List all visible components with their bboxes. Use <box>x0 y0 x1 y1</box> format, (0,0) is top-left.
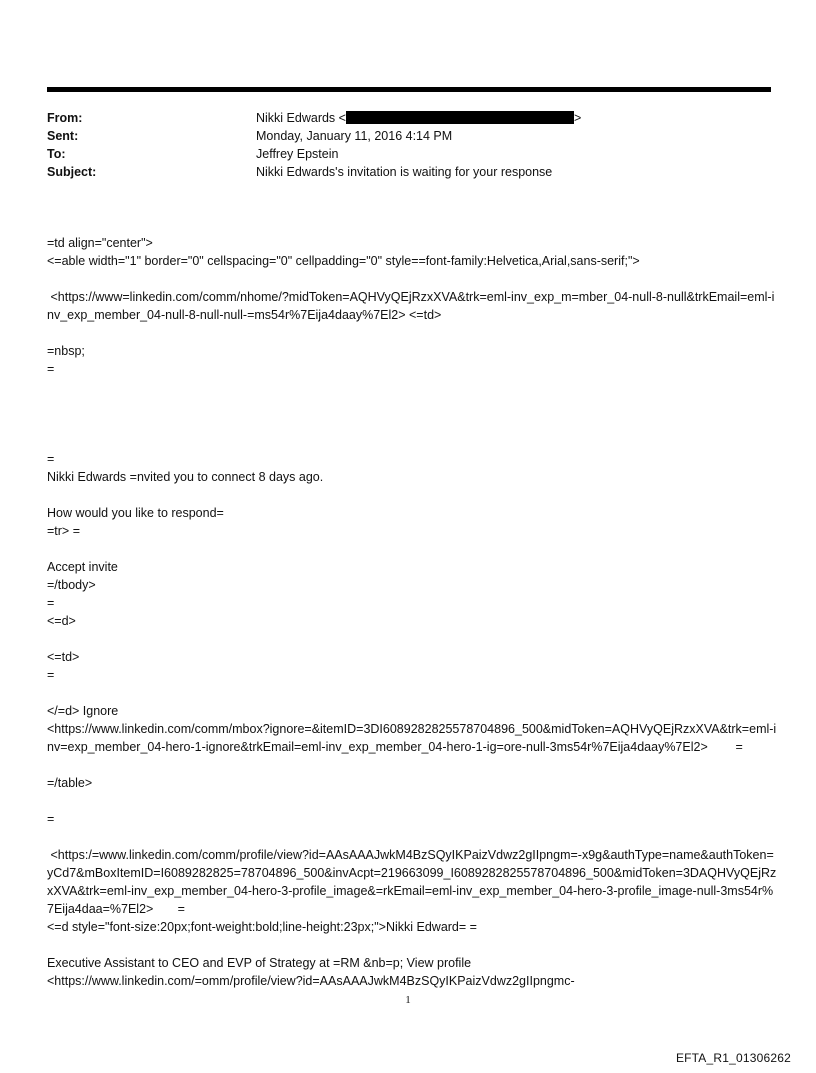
to-row <box>47 145 581 163</box>
sent-row <box>47 127 581 145</box>
from-name: Nikki Edwards < <box>256 111 346 125</box>
sent-label: Sent: <box>47 129 79 143</box>
email-body: =td align="center"> <=able width="1" border="0" cellspacing="0" cellpadding="0" style==font-family:Helvetica,Arial,sans-serif;"> <https://www=linkedin.com/comm/nhome/?midToken=AQHVyQEjRzxXVA&trk=eml-inv_exp_m=mber_04-null-8-null&trkEmail=eml-inv_exp_member_04-null-8-null-null-=ms54r%7Eija4daay%7El2> <=td> =nbsp; = = Nikki Edwards =nvited you to connect 8 days ago. How would you like to respond= =tr> = Accept invite =/tbody> = <=d> <=td> = </=d> Ignore <https://www.linkedin.com/comm/mbox?ignore=&itemID=3DI6089282825578704896_500&midToken=AQHVyQEjRzxXVA&trk=eml-inv=exp_member_04-hero-1-ignore&trkEmail=eml-inv_exp_member_04-hero-1-ig=ore-null-3ms54r%7Eija4daay%7El2> = =/table> = <https:/=www.linkedin.com/comm/profile/view?id=AAsAAAJwkM4BzSQyIKPaizVdwz2gIIpngm=-x9g&authType=name&authToken=yCd7&mBoxItemID=I6089282825=78704896_500&invAcpt=219663099_I6089282825578704896_500&midToken=3DAQHVyQEjRzxXVA&trk=eml-inv_exp_member_04-hero-3-profile_image&=rkEmail=eml-inv_exp_member_04-hero-3-profile_image-null-3ms54r%7Eija4daa=%7El2> = <=d style="font-size:20px;font-weight:bold;line-height:23px;">Nikki Edward= = Executive Assistant to CEO and EVP of Strategy at =RM &nb=p; View profile <https://www.linkedin.com/=omm/profile/view?id=AAsAAAJwkM4BzSQyIKPaizVdwz2gIIpngmc- <box>47 236 777 988</box>
sent-value: Monday, January 11, 2016 4:14 PM <box>256 129 453 143</box>
header-rule <box>47 87 771 92</box>
subject-row <box>47 163 581 181</box>
from-row <box>47 109 581 127</box>
from-value <box>256 109 581 127</box>
subject-label: Subject: <box>47 165 97 179</box>
subject-value: Nikki Edwards's invitation is waiting for your response <box>256 165 553 179</box>
to-label: To: <box>47 147 66 161</box>
email-header <box>47 109 581 181</box>
redaction-box <box>346 111 574 124</box>
to-value: Jeffrey Epstein <box>256 147 339 161</box>
bates-number: EFTA_R1_01306262 <box>675 1051 791 1065</box>
page-number: 1 <box>405 994 411 1006</box>
from-label: From: <box>47 111 83 125</box>
from-close: > <box>573 111 582 125</box>
